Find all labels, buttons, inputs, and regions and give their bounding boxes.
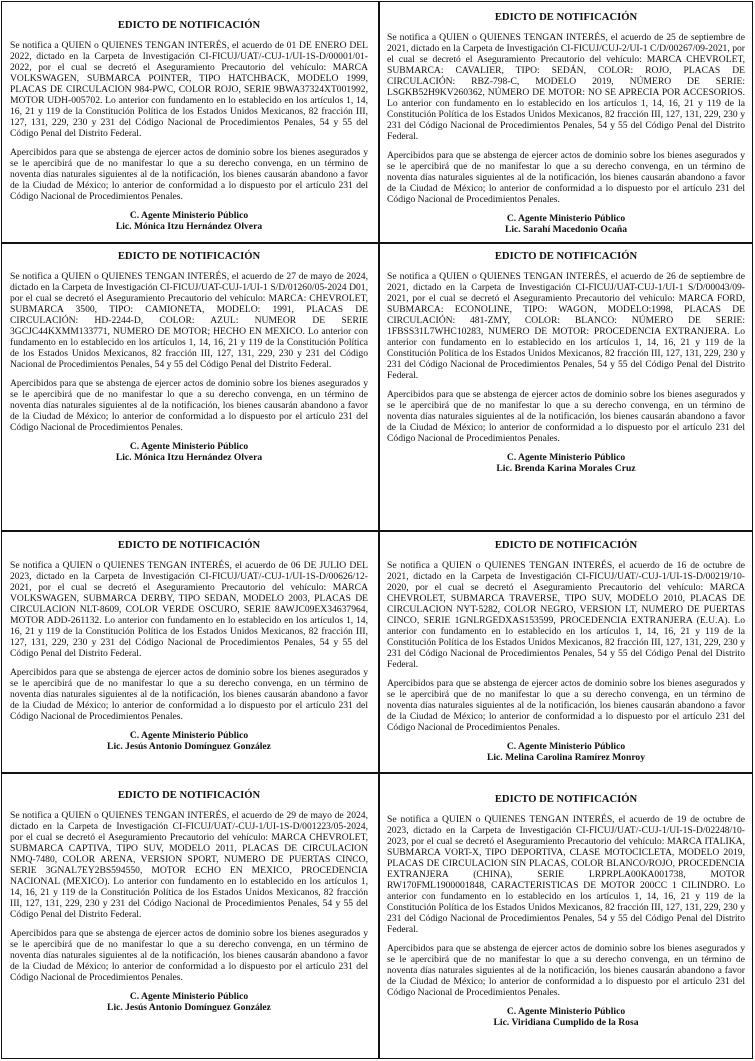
signer-name: Lic. Mónica Itzu Hernández Olvera <box>115 452 263 463</box>
edicto-body: Se notifica a QUIEN o QUIENES TENGAN INTERÉS, el acuerdo de 19 de octubre de 2023, dictado en la Carpeta de Investigación CI-FICUJ/UAT/-CUJ-1/UI-1S-D/02248/10-2023, por el cual se decretó el Aseguramiento Precautorio del vehículo: MARCA ITALIKA, SUBMARCA VORT-X, TIPO DEPORTIVA, CLASE MOTOCICLETA, MODELO 2019, PLACAS DE CIRCULACION SIN PLACAS, COLOR BLANCO/ROJO, PROCEDENCIA EXTRANJERA (CHINA), SERIE LRPRPLA00KA001738, MOTOR RW170FML1900001848, CARACTERISTICAS DE MOTOR 200CC 1 CILINDRO. Lo anterior con fundamento en lo establecido en los artículos 1, 14, 16, 21 y 119 de la Constitución Política de los Estados Unidos Mexicanos, 82 fracción III, 127, 131, 229, 230 y 231 del Código Nacional de Procedimientos Penales, 54 y 55 del Código Penal del Distrito Federal. <box>387 814 745 935</box>
signer-role: C. Agente Ministerio Público <box>506 452 626 463</box>
signer-role: C. Agente Ministerio Público <box>129 441 249 452</box>
edicto-6 <box>379 540 753 763</box>
edicto-warning: Apercibidos para que se abstenga de ejercer actos de dominio sobre los bienes asegurados y se le apercibirá que de no manifestar lo que a su derecho convenga, en un término de noventa días naturales siguientes al de la notificación, los bienes causarán abandono a favor de la Ciudad de México; lo anterior de conformidad a lo dispuesto por el artículo 231 del Código Nacional de Procedimientos Penales. <box>387 389 745 444</box>
edicto-4 <box>379 251 753 474</box>
edicto-warning: Apercibidos para que se abstenga de ejercer actos de dominio sobre los bienes asegurados y se le apercibirá que de no manifestar lo que a su derecho convenga, en un término de noventa días naturales siguientes al de la notificación, los bienes causarán abandono a favor de la Ciudad de México; lo anterior de conformidad a lo dispuesto por el artículo 231 del Código Nacional de Procedimientos Penales. <box>387 678 745 733</box>
signer-name: Lic. Sarahí Macedonio Ocaña <box>504 224 628 235</box>
edicto-body: Se notifica a QUIEN o QUIENES TENGAN INTERÉS, el acuerdo de 01 DE ENERO DEL 2022, dictado en la Carpeta de Investigación CI-FICUJ/UAT/-CUJ-1/UI-1S-D/00001/01-2022, por el cual se decretó el Aseguramiento Precautorio del vehículo: MARCA VOLKSWAGEN, SUBMARCA POINTER, TIPO HATCHBACK, MODELO 1999, PLACAS DE CIRCULACION 984-PWC, COLOR ROJO, SERIE 9BWA37324XT001992, MOTOR UDH-005702. Lo anterior con fundamento en lo establecido en los artículos 1, 14, 16, 21 y 119 de la Constitución Política de los Estados Unidos Mexicanos, 82 fracción III, 127, 131, 229, 230 y 231 del Código Nacional de Procedimientos Penales, 54 y 55 del Código Penal del Distrito Federal. <box>10 40 368 139</box>
signer-name: Lic. Brenda Karina Morales Cruz <box>496 463 636 474</box>
edicto-8 <box>379 794 753 1028</box>
edicto-warning: Apercibidos para que se abstenga de ejercer actos de dominio sobre los bienes asegurados y se le apercibirá que de no manifestar lo que a su derecho convenga, en un término de noventa días naturales siguientes al de la notificación, los bienes causarán abandono a favor de la Ciudad de México; lo anterior de conformidad a lo dispuesto por el artículo 231 del Código Nacional de Procedimientos Penales. <box>10 378 368 433</box>
edicto-7 <box>2 790 376 1013</box>
signer-name: Lic. Jesús Antonio Domínguez González <box>107 741 271 752</box>
row-divider-3 <box>2 772 752 774</box>
edicto-1 <box>2 20 376 232</box>
signer-role: C. Agente Ministerio Público <box>129 991 249 1002</box>
edicto-body: Se notifica a QUIEN o QUIENES TENGAN INTERÉS, el acuerdo de 29 de mayo de 2024, dictado en la Carpeta de Investigación CI-FICUJ/UAT/-CUJ-1/UI-1S-D/001223/05-2024, por el cual se decretó el Aseguramiento Precautorio del vehículo: MARCA CHEVROLET, SUBMARCA CAPTIVA, TIPO SUV, MODELO 2011, PLACAS DE CIRCULACION NMQ-7480, COLOR ARENA, VERSION SPORT, NUMERO DE PUERTAS CINCO, SERIE 3GNAL7EY2BS594550, MOTOR ECHO EN MEXICO, PROCEDENCIA NACIONAL (MEXICO). Lo anterior con fundamento en lo establecido en los artículos 1, 14, 16, 21 y 119 de la Constitución Política de los Estados Unidos Mexicanos, 82 fracción III, 127, 131, 229, 230 y 231 del Código Nacional de Procedimientos Penales, 54 y 55 del Código Penal del Distrito Federal. <box>10 810 368 920</box>
signer-role: C. Agente Ministerio Público <box>129 730 249 741</box>
edicto-warning: Apercibidos para que se abstenga de ejercer actos de dominio sobre los bienes asegurados y se le apercibirá que de no manifestar lo que a su derecho convenga, en un término de noventa días naturales siguientes al de la notificación, los bienes causarán abandono a favor de la Ciudad de México; lo anterior de conformidad a lo dispuesto por el artículo 231 del Código Nacional de Procedimientos Penales. <box>10 147 368 202</box>
signer-name: Lic. Jesús Antonio Domínguez González <box>107 1002 271 1013</box>
edicto-body: Se notifica a QUIEN o QUIENES TENGAN INTERÉS, el acuerdo de 26 de septiembre de 2021, dictado en la Carpeta de Investigación CI-FICUJ/UAT-CUJ-1/UI-1 S/D/00043/09-2021, por el cual se decretó el Aseguramiento Precautorio del vehículo: MARCA FORD, SUBMARCA: ECONOLINE, TIPO: WAGON, MODELO:1998, PLACAS DE CIRCULACIÓN: 481-ZMY, COLOR: BLANCO: NÚMERO DE SERIE: 1FBSS31L7WHC10283, NUMERO DE MOTOR: PROCEDENCIA EXTRANJERA. Lo anterior con fundamento en lo establecido en los artículos 1, 14, 16, 21 y 119 de la Constitución Política de los Estados Unidos Mexicanos, 82 fracción III, 127, 131, 229, 230 y 231 del Código Nacional de Procedimientos Penales, 54 y 55 del Código Penal del Distrito Federal. <box>387 271 745 381</box>
edicto-warning: Apercibidos para que se abstenga de ejercer actos de dominio sobre los bienes asegurados y se le apercibirá que de no manifestar lo que a su derecho convenga, en un término de noventa días naturales siguientes al de la notificación, los bienes causarán abandono a favor de la Ciudad de México; lo anterior de conformidad a lo dispuesto por el artículo 231 del Código Nacional de Procedimientos Penales. <box>387 943 745 998</box>
edicto-2 <box>379 12 753 235</box>
edicto-title: EDICTO DE NOTIFICACIÓN <box>494 251 638 262</box>
edicto-warning: Apercibidos para que se abstenga de ejercer actos de dominio sobre los bienes asegurados y se le apercibirá que de no manifestar lo que a su derecho convenga, en un término de noventa días naturales siguientes al de la notificación, los bienes causarán abandono a favor de la Ciudad de México; lo anterior de conformidad a lo dispuesto por el artículo 231 del Código Nacional de Procedimientos Penales. <box>10 928 368 983</box>
edicto-title: EDICTO DE NOTIFICACIÓN <box>494 540 638 551</box>
edicto-body: Se notifica a QUIEN o QUIENES TENGAN INTERÉS, el acuerdo de 06 DE JULIO DEL 2023, dictado en la Carpeta de Investigación CI-FICUJ/UAT/-CUJ-1/UI-1S-D/00626/12-2021, por el cual se decretó el Aseguramiento Precautorio del vehículo: MARCA VOLKSWAGEN, SUBMARCA DERBY, TIPO SEDAN, MODELO 2003, PLACAS DE CIRCULACION NLT-8609, COLOR VERDE OSCURO, SERIE 8AWJC09EX34637964, MOTOR ADD-261132. Lo anterior con fundamento en lo establecido en los artículos 1, 14, 16, 21 y 119 de la Constitución Política de los Estados Unidos Mexicanos, 82 fracción III, 127, 131, 229, 230 y 231 del Código Nacional de Procedimientos Penales, 54 y 55 del Código Penal del Distrito Federal. <box>10 560 368 659</box>
signer-role: C. Agente Ministerio Público <box>506 213 626 224</box>
edicto-warning: Apercibidos para que se abstenga de ejercer actos de dominio sobre los bienes asegurados y se le apercibirá que de no manifestar lo que a su derecho convenga, en un término de noventa días naturales siguientes al de la notificación, los bienes causarán abandono a favor de la Ciudad de México; lo anterior de conformidad a lo dispuesto por el artículo 231 del Código Nacional de Procedimientos Penales. <box>387 150 745 205</box>
signer-name: Lic. Melina Carolina Ramírez Monroy <box>486 752 645 763</box>
edicto-title: EDICTO DE NOTIFICACIÓN <box>117 540 261 551</box>
edicto-title: EDICTO DE NOTIFICACIÓN <box>117 790 261 801</box>
row-divider-1 <box>2 242 752 244</box>
row-divider-2 <box>2 530 752 532</box>
edicto-body: Se notifica a QUIEN o QUIENES TENGAN INTERÉS, el acuerdo de 25 de septiembre de 2021, dictado en la Carpeta de Investigación CI-FICUJ/CUJ-2/UI-1 C/D/00267/09-2021, por el cual se decretó el Aseguramiento Precautorio del vehículo: MARCA CHEVROLET, SUBMARCA: CAVALIER, TIPO: SEDÁN, COLOR: ROJO, PLACAS DE CIRCULACIÓN: RBZ-798-C, MODELO 2019, NÚMERO DE SERIE: LSGKB52H9KV260362, NÚMERO DE MOTOR: NO SE APRECIA POR ACCESORIOS. Lo anterior con fundamento en lo establecido en los artículos 1, 14, 16, 21 y 119 de la Constitución Política de los Estados Unidos Mexicanos, 82 fracción III, 127, 131, 229, 230 y 231 del Código Nacional de Procedimientos Penales, 54 y 55 del Código Penal del Distrito Federal. <box>387 32 745 142</box>
signer-role: C. Agente Ministerio Público <box>506 741 626 752</box>
signer-role: C. Agente Ministerio Público <box>129 210 249 221</box>
signer-role: C. Agente Ministerio Público <box>506 1006 626 1017</box>
edicto-title: EDICTO DE NOTIFICACIÓN <box>494 794 638 805</box>
edicto-5 <box>2 540 376 752</box>
edicto-3 <box>2 251 376 463</box>
signer-name: Lic. Mónica Itzu Hernández Olvera <box>115 221 263 232</box>
edicto-title: EDICTO DE NOTIFICACIÓN <box>494 12 638 23</box>
edicto-title: EDICTO DE NOTIFICACIÓN <box>117 251 261 262</box>
edicto-warning: Apercibidos para que se abstenga de ejercer actos de dominio sobre los bienes asegurados y se le apercibirá que de no manifestar lo que a su derecho convenga, en un término de noventa días naturales siguientes al de la notificación, los bienes causarán abandono a favor de la Ciudad de México; lo anterior de conformidad a lo dispuesto por el artículo 231 del Código Nacional de Procedimientos Penales. <box>10 667 368 722</box>
edicto-title: EDICTO DE NOTIFICACIÓN <box>117 20 261 31</box>
edicto-body: Se notifica a QUIEN o QUIENES TENGAN INTERÉS, el acuerdo de 16 de octubre de 2021, dictado en la Carpeta de Investigación CI-FICUJ/UAT/-CUJ-1/UI-1S-D/00219/10-2020, por el cual se decretó el Aseguramiento Precautorio del vehículo: MARCA CHEVROLET, SUBMARCA TRAVERSE, TIPO SUV, MODELO 2010, PLACAS DE CIRCULACION NYT-5282, COLOR NEGRO, VERSION LT, NUMERO DE PUERTAS CINCO, SERIE 1GNLRGEDXAS153599, PROCEDENCIA EXTRANJERA (E.U.A). Lo anterior con fundamento en lo establecido en los artículos 1, 14, 16, 21 y 119 de la Constitución Política de los Estados Unidos Mexicanos, 82 fracción III, 127, 131, 229, 230 y 231 del Código Nacional de Procedimientos Penales, 54 y 55 del Código Penal del Distrito Federal. <box>387 560 745 670</box>
signer-name: Lic. Viridiana Cumplido de la Rosa <box>493 1017 639 1028</box>
edicto-body: Se notifica a QUIEN o QUIENES TENGAN INTERÉS, el acuerdo de 27 de mayo de 2024, dictado en la Carpeta de Investigación CI-FICUJ/UAT-CUJ-1/UI-1 S/D/01260/05-2024 D01, por el cual se decretó el Aseguramiento Precautorio del vehículo: MARCA: CHEVROLET, SUBMARCA 3500, TIPO: CAMIONETA, MODELO: 1991, PLACAS DE CIRCULACIÓN: HD-2244-D, COLOR: AZUL: NUMEOR DE SERIE 3GCJC44KXMM133771, NUMERO DE MOTOR; HECHO EN MEXICO. Lo anterior con fundamento en lo establecido en los artículos 1, 14, 16, 21 y 119 de la Constitución Política de los Estados Unidos Mexicanos, 82 fracción III, 127, 131, 229, 230 y 231 del Código Nacional de Procedimientos Penales, 54 y 55 del Código Penal del Distrito Federal. <box>10 271 368 370</box>
